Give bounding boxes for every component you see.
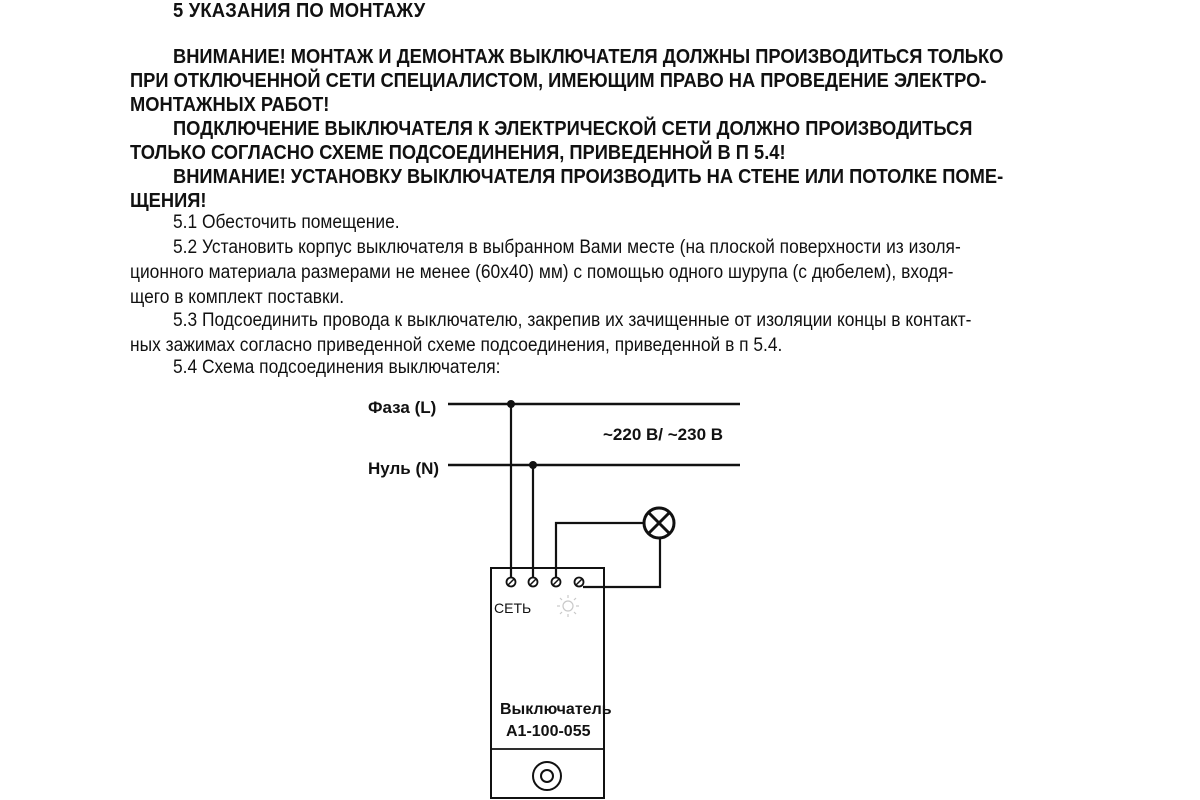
terminal-neutral [529,578,538,587]
voltage-label: ~220 В/ ~230 В [603,425,724,444]
wiring-diagram [0,380,1200,800]
warning-disconnect: ВНИМАНИЕ! МОНТАЖ И ДЕМОНТАЖ ВЫКЛЮЧАТЕЛЯ ДОЛЖНЫ ПРОИЗВОДИТЬСЯ ТОЛЬКО ПРИ ОТКЛЮЧЕННОЙ СЕТИ СПЕЦИАЛИСТОМ, ИМЕЮЩИМ ПРАВО НА ПРОВЕДЕНИЕ ЭЛЕКТРО- МОНТАЖНЫХ РАБОТ! [130,46,1004,116]
terminal-load-1 [552,578,561,587]
lens-icon [533,762,561,790]
step-5-1: 5.1 Обесточить помещение. [173,212,400,233]
phase-label: Фаза (L) [368,398,437,417]
device-name-line1: Выключатель [500,701,612,718]
terminal-phase [507,578,516,587]
light-sensor-icon [557,595,579,617]
warning-wiring-scheme: ПОДКЛЮЧЕНИЕ ВЫКЛЮЧАТЕЛЯ К ЭЛЕКТРИЧЕСКОЙ СЕТИ ДОЛЖНО ПРОИЗВОДИТЬСЯ ТОЛЬКО СОГЛАСНО СХЕМЕ ПОДСОЕДИНЕНИЯ, ПРИВЕДЕННОЙ В П 5.4! [130,118,973,164]
device-name-line2: А1-100-055 [506,723,591,740]
step-5-3: 5.3 Подсоединить провода к выключателю, закрепив их зачищенные от изоляции концы в контакт- ных зажимах согласно приведенной схеме подсоединения, приведенной в п 5.4. [130,310,972,356]
step-5-2: 5.2 Установить корпус выключателя в выбранном Вами месте (на плоской поверхности из изоля- ционного материала размерами не менее (60х40) мм) с помощью одного шурупа (с дюбелем), входя- щего в комплект поставки. [130,237,961,308]
terminal-load-2 [575,578,584,587]
section-heading: 5 УКАЗАНИЯ ПО МОНТАЖУ [173,0,426,22]
neutral-label: Нуль (N) [368,459,440,478]
warning-mounting-place: ВНИМАНИЕ! УСТАНОВКУ ВЫКЛЮЧАТЕЛЯ ПРОИЗВОДИТЬ НА СТЕНЕ ИЛИ ПОТОЛКЕ ПОМЕ- ЩЕНИЯ! [130,166,1004,212]
lamp-wire-in [556,523,643,578]
lamp-icon [644,508,674,538]
mains-label: СЕТЬ [494,600,532,616]
step-5-4: 5.4 Схема подсоединения выключателя: [173,357,501,378]
